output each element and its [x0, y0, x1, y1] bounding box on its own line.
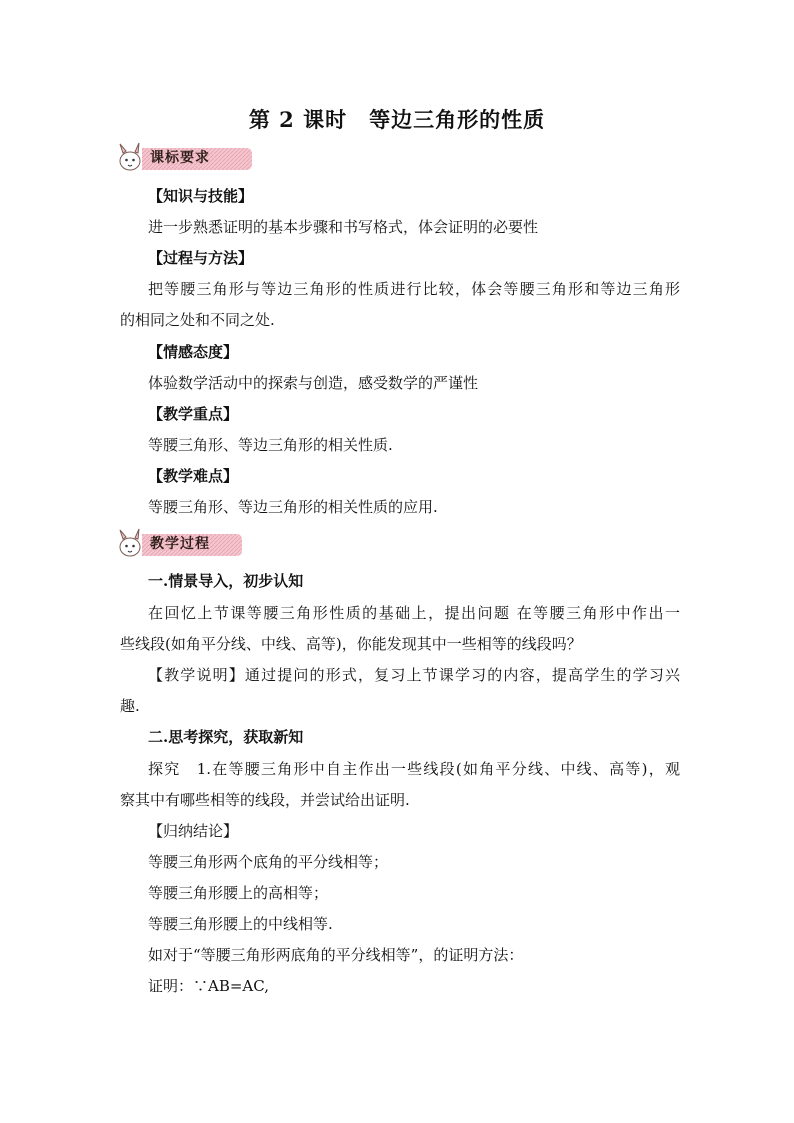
proof-intro: 如对于“等腰三角形两底角的平分线相等”，的证明方法：	[148, 946, 524, 964]
step1-text-2: 些线段(如角平分线、中线、高等)，你能发现其中一些相等的线段吗？	[120, 635, 582, 653]
process-method-heading: 【过程与方法】	[148, 249, 254, 267]
mascot-icon	[120, 143, 140, 170]
explore-text-1: 探究 1.在等腰三角形中自主作出一些线段(如角平分线、中线、高等)，观	[148, 760, 680, 778]
mascot-icon	[120, 529, 140, 556]
conclusion-1: 等腰三角形两个底角的平分线相等；	[148, 853, 389, 871]
proof-start: 证明：∵AB=AC,	[148, 977, 269, 995]
curriculum-banner-label: 课标要求	[150, 150, 210, 166]
step1-heading: 一.情景导入，初步认知	[148, 572, 304, 590]
conclusion-heading: 【归纳结论】	[148, 822, 239, 840]
difficulty-text: 等腰三角形、等边三角形的相关性质的应用.	[148, 498, 438, 516]
explore-text-2: 察其中有哪些相等的线段，并尝试给出证明.	[120, 791, 410, 809]
attitude-text: 体验数学活动中的探索与创造，感受数学的严谨性	[148, 374, 479, 392]
focus-text: 等腰三角形、等边三角形的相关性质.	[148, 436, 393, 454]
conclusion-2: 等腰三角形腰上的高相等；	[148, 884, 329, 902]
conclusion-3: 等腰三角形腰上的中线相等.	[148, 915, 333, 933]
teaching-note-1: 【教学说明】通过提问的形式，复习上节课学习的内容，提高学生的学习兴	[148, 666, 680, 684]
knowledge-text: 进一步熟悉证明的基本步骤和书写格式，体会证明的必要性	[148, 218, 539, 236]
process-banner	[114, 528, 244, 558]
process-method-text-2: 的相同之处和不同之处.	[120, 311, 275, 329]
step2-heading: 二.思考探究，获取新知	[148, 728, 304, 746]
step1-text-1: 在回忆上节课等腰三角形性质的基础上，提出问题 在等腰三角形中作出一	[148, 604, 680, 622]
process-banner-label: 教学过程	[150, 536, 210, 552]
knowledge-heading: 【知识与技能】	[148, 187, 254, 205]
focus-heading: 【教学重点】	[148, 405, 239, 423]
difficulty-heading: 【教学难点】	[148, 467, 239, 485]
teaching-note-2: 趣.	[120, 697, 140, 715]
curriculum-banner	[114, 142, 254, 172]
page-title: 第 2 课时 等边三角形的性质	[248, 107, 546, 132]
process-method-text-1: 把等腰三角形与等边三角形的性质进行比较，体会等腰三角形和等边三角形	[148, 280, 680, 298]
attitude-heading: 【情感态度】	[148, 343, 239, 361]
